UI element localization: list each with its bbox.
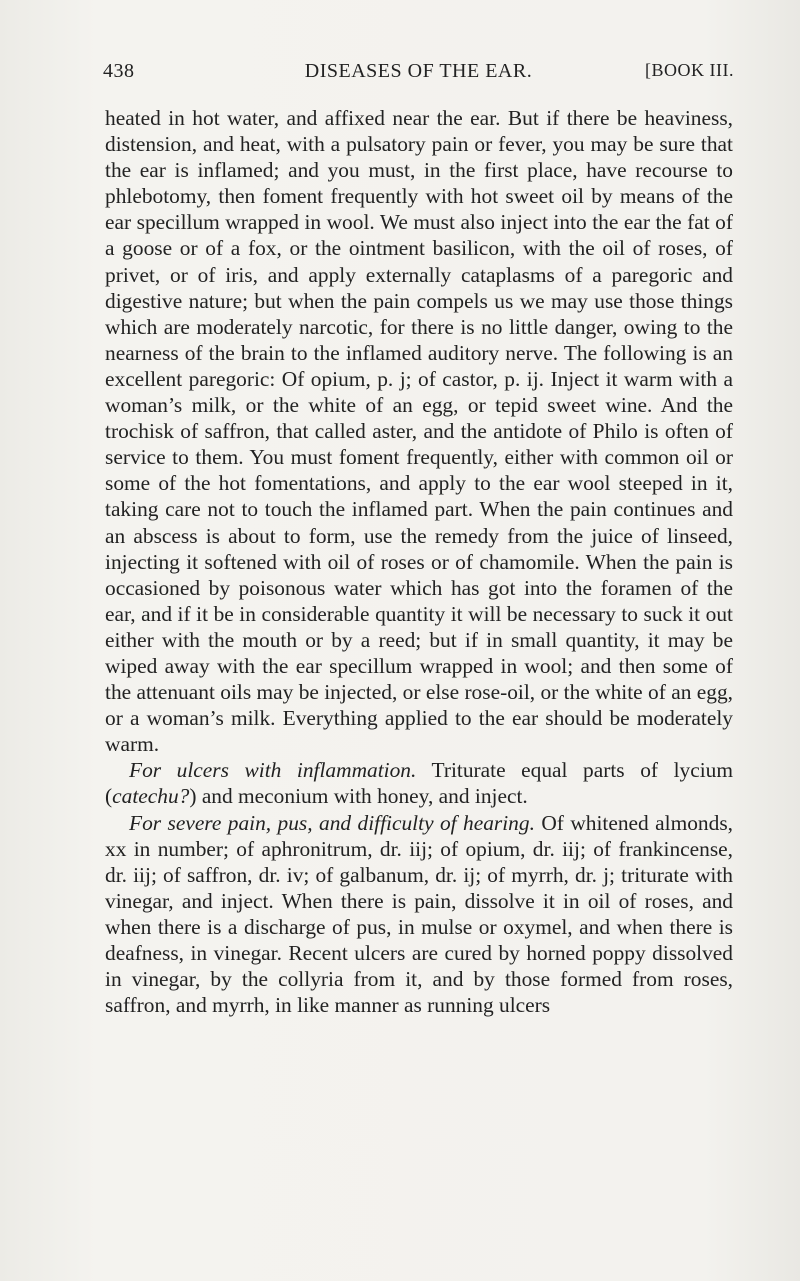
- italic-gloss: catechu?: [112, 784, 190, 809]
- paragraph-ulcers-with-inflammation: [105, 757, 733, 809]
- running-head: [103, 60, 734, 90]
- paragraph-lead-in: For severe pain, pus, and difficulty of hearing.: [129, 810, 535, 835]
- book-reference: [BOOK III.: [645, 60, 734, 80]
- running-title: DISEASES OF THE EAR.: [304, 60, 533, 82]
- paragraph-lead-in: For ulcers with inflammation.: [129, 758, 417, 783]
- body-text: [105, 105, 733, 1018]
- paragraph-text: Triturate equal parts of lycium (: [105, 758, 733, 809]
- page-number: 438: [103, 60, 135, 82]
- paragraph-text: ) and meconium with honey, and inject.: [189, 784, 528, 809]
- paragraph-severe-pain-remedy: [105, 810, 733, 1019]
- paragraph-inflammation-treatment: heated in hot water, and affixed near the ear. But if there be heaviness, distension, and heat, with a pulsatory pain or fever, you may be sure that the ear is inflamed; and you must, in the first place, have recourse to phlebotomy, then foment frequently with hot sweet oil by means of the ear specillum wrapped in wool. We must also inject into the ear the fat of a goose or of a fox, or the ointment basilicon, with the oil of roses, of privet, or of iris, and apply externally cataplasms of a paregoric and digestive nature; but when the pain compels us we may use those things which are moderately narcotic, for there is no little danger, owing to the nearness of the brain to the inflamed auditory nerve. The following is an excellent paregoric: Of opium, p. j; of castor, p. ij. Inject it warm with a woman’s milk, or the white of an egg, or tepid sweet wine. And the trochisk of saffron, that called aster, and the antidote of Philo is often of service to them. You must foment frequently, either with common oil or some of the hot fomentations, and apply to the ear wool steeped in it, taking care not to touch the inflamed part. When the pain continues and an abscess is about to form, use the remedy from the juice of linseed, injecting it softened with oil of roses or of chamomile. When the pain is occasioned by poisonous water which has got into the foramen of the ear, and if it be in considerable quantity it will be necessary to suck it out either with the mouth or by a reed; but if in small quantity, it may be wiped away with the ear specillum wrapped in wool; and then some of the attenuant oils may be injected, or else rose-oil, or the white of an egg, or a woman’s milk. Everything applied to the ear should be moderately warm.: [105, 106, 733, 757]
- paragraph-text: Of whitened almonds, xx in number; of aphronitrum, dr. iij; of opium, dr. iij; of frankincense, dr. iij; of saffron, dr. iv; of galbanum, dr. ij; of myrrh, dr. j; triturate with vinegar, and inject. When there is pain, dissolve it in oil of roses, and when there is a discharge of pus, in mulse or oxymel, and when there is deafness, in vinegar. Recent ulcers are cured by horned poppy dissolved in vinegar, by the collyria from it, and by those formed from roses, saffron, and myrrh, in like manner as running ulcers: [105, 810, 733, 1018]
